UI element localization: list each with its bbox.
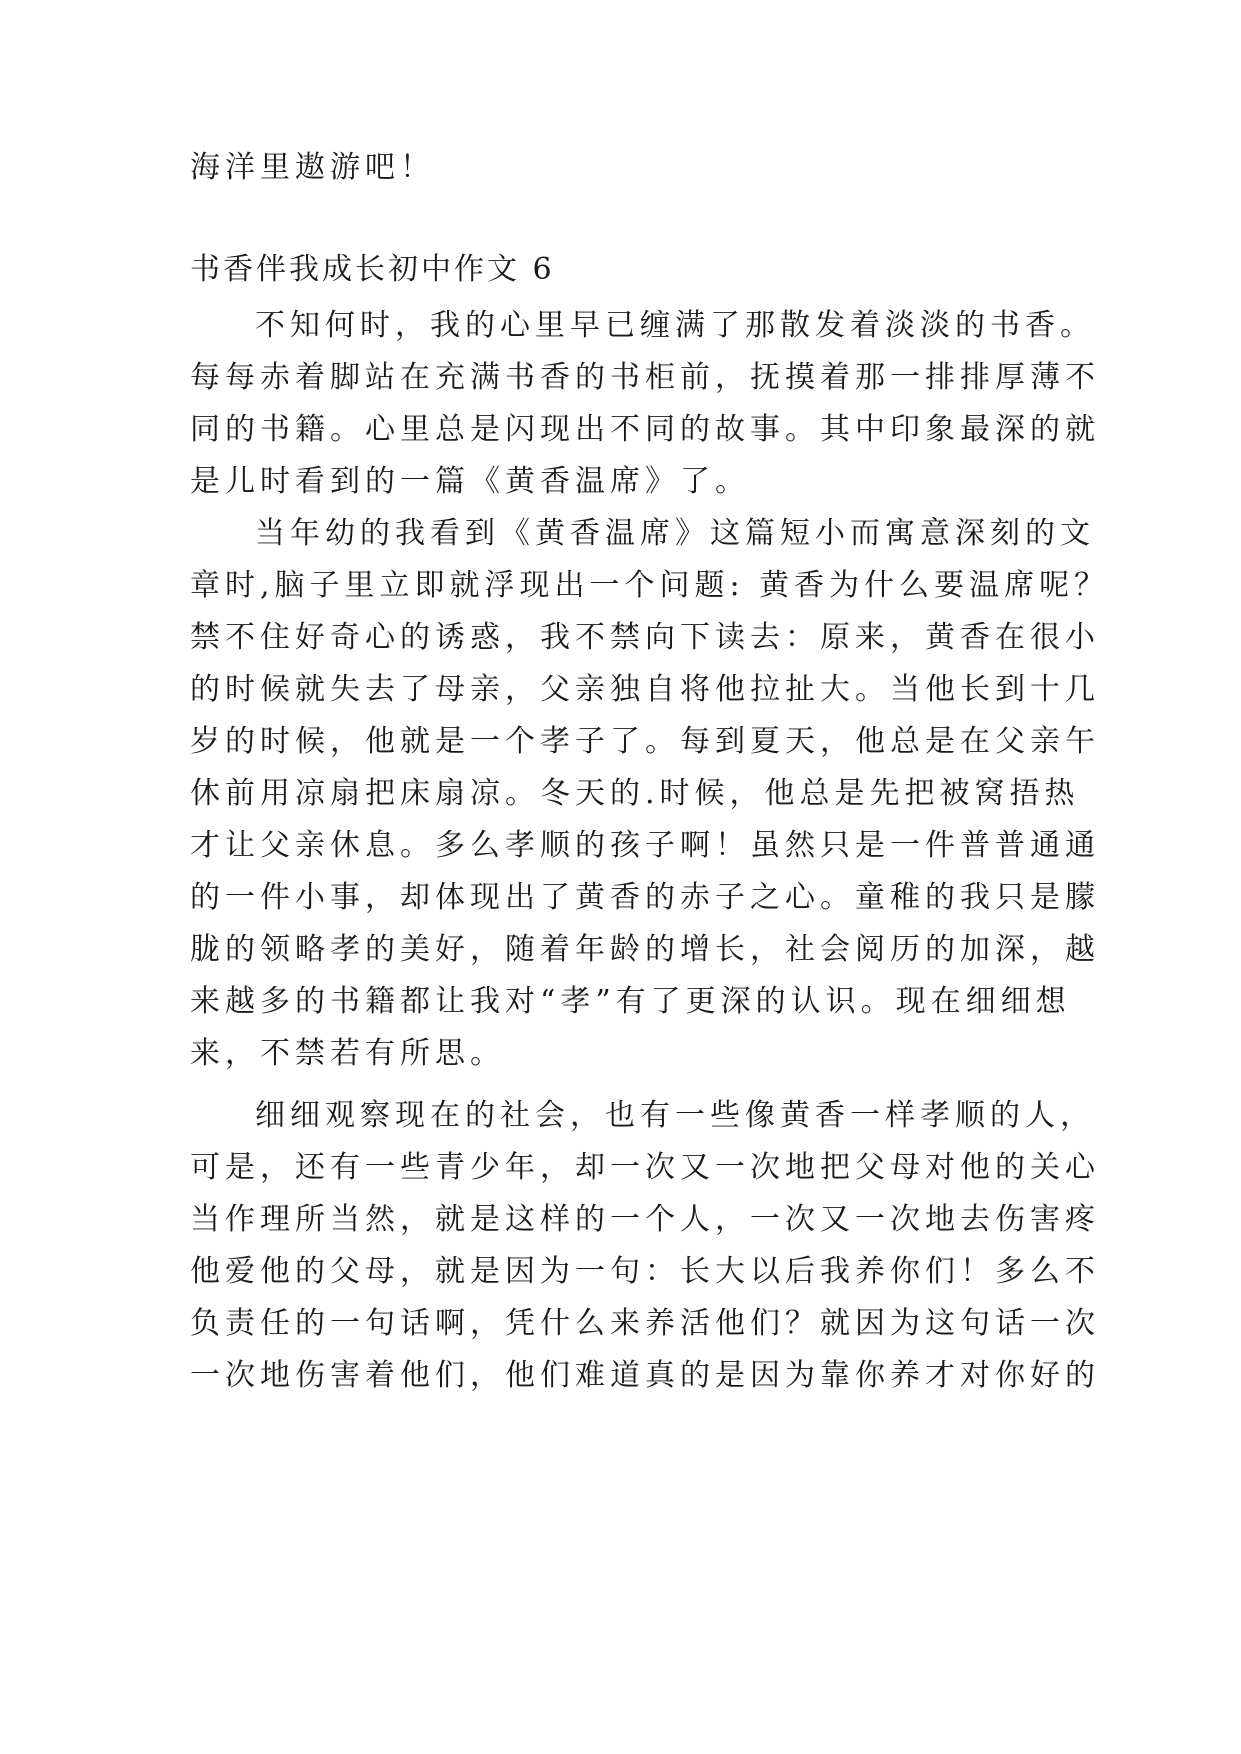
paragraph-2-line-3: 禁不住好奇心的诱惑，我不禁向下读去：原来，黄香在很小 [190,620,1100,655]
paragraph-1-line-2: 每每赤着脚站在充满书香的书柜前，抚摸着那一排排厚薄不 [190,360,1100,395]
paragraph-3-line-6: 一次地伤害着他们，他们难道真的是因为靠你养才对你好的 [190,1358,1100,1393]
paragraph-2-line-6: 休前用凉扇把床扇凉。冬天的.时候，他总是先把被窝捂热 [190,776,1080,811]
paragraph-3-line-5: 负责任的一句话啊，凭什么来养活他们？就因为这句话一次 [190,1306,1100,1341]
paragraph-2-line-7: 才让父亲休息。多么孝顺的孩子啊！虽然只是一件普普通通 [190,828,1100,863]
paragraph-2-line-11: 来，不禁若有所思。 [190,1036,505,1071]
paragraph-3-line-1: 细细观察现在的社会，也有一些像黄香一样孝顺的人， [255,1098,1095,1133]
carryover-line: 海洋里遨游吧！ [190,150,435,185]
paragraph-3-line-4: 他爱他的父母，就是因为一句：长大以后我养你们！多么不 [190,1254,1100,1289]
paragraph-2-line-1: 当年幼的我看到《黄香温席》这篇短小而寓意深刻的文 [255,516,1095,551]
paragraph-1-line-1: 不知何时，我的心里早已缠满了那散发着淡淡的书香。 [255,308,1095,343]
paragraph-1-line-3: 同的书籍。心里总是闪现出不同的故事。其中印象最深的就 [190,412,1100,447]
paragraph-3-line-3: 当作理所当然，就是这样的一个人，一次又一次地去伤害疼 [190,1202,1100,1237]
paragraph-1-line-4: 是儿时看到的一篇《黄香温席》了。 [190,464,750,499]
paragraph-2-line-8: 的一件小事，却体现出了黄香的赤子之心。童稚的我只是朦 [190,880,1100,915]
paragraph-2-line-4: 的时候就失去了母亲，父亲独自将他拉扯大。当他长到十几 [190,672,1100,707]
paragraph-3-line-2: 可是，还有一些青少年，却一次又一次地把父母对他的关心 [190,1150,1100,1185]
paragraph-2-line-10: 来越多的书籍都让我对“孝”有了更深的认识。现在细细想 [190,984,1071,1019]
paragraph-2-line-5: 岁的时候，他就是一个孝子了。每到夏天，他总是在父亲午 [190,724,1100,759]
essay-heading: 书香伴我成长初中作文 6 [190,252,555,287]
paragraph-2-line-9: 胧的领略孝的美好，随着年龄的增长，社会阅历的加深，越 [190,932,1100,967]
paragraph-2-line-2: 章时,脑子里立即就浮现出一个问题: 黄香为什么要温席呢？ [190,568,1110,603]
